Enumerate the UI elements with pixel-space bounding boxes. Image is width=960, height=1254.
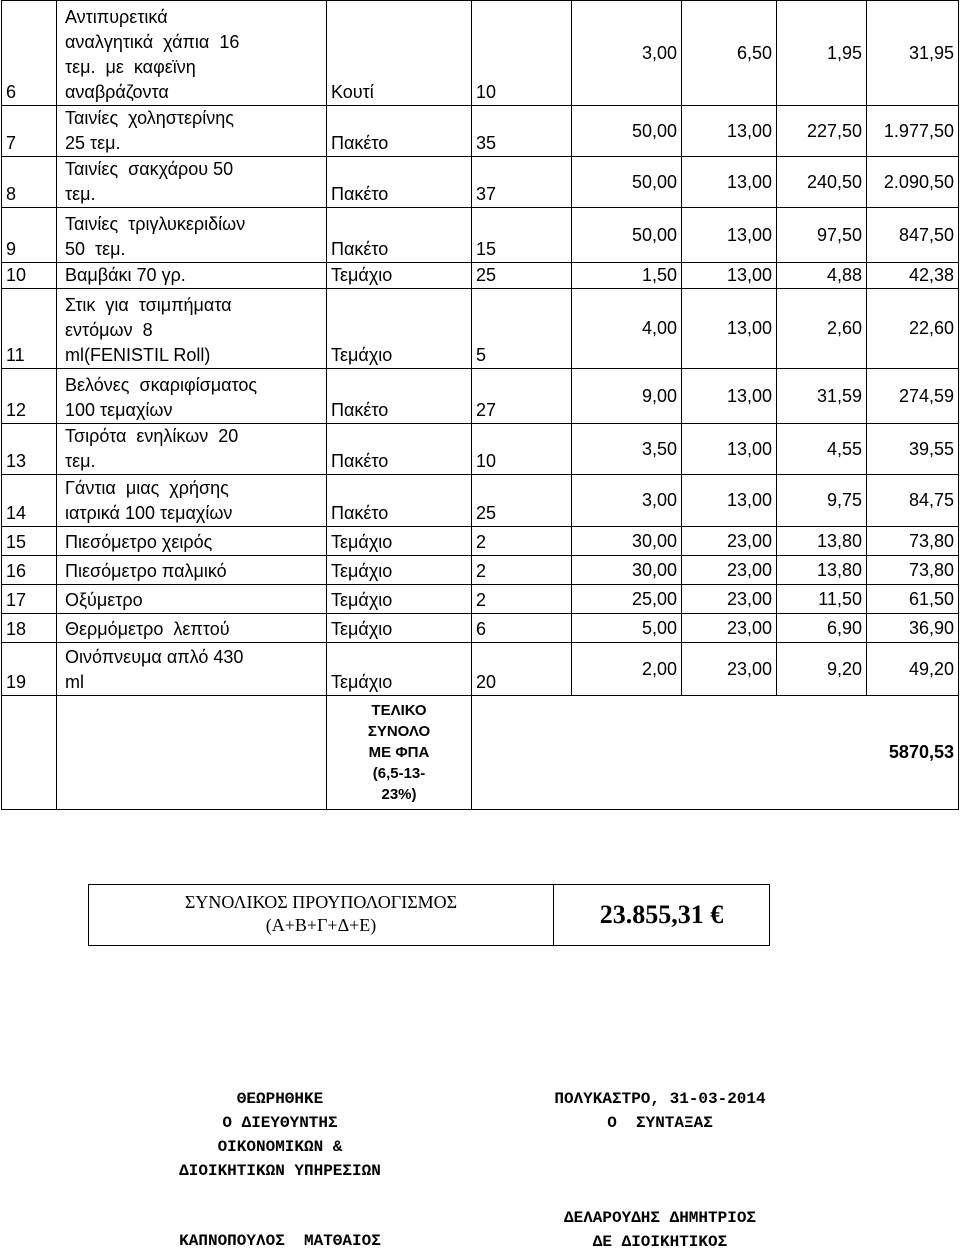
empty-cell bbox=[2, 696, 57, 810]
left-signature-line: ΔΙΟΙΚΗΤΙΚΩΝ ΥΠΗΡΕΣΙΩΝ bbox=[179, 1162, 381, 1180]
row-number: 18 bbox=[2, 614, 57, 643]
items-table bbox=[1, 0, 959, 810]
item-vat-amount: 2,60 bbox=[777, 289, 867, 369]
row-number: 19 bbox=[2, 643, 57, 696]
item-vat-rate: 13,00 bbox=[682, 475, 777, 527]
item-description bbox=[57, 208, 327, 263]
item-vat-amount: 240,50 bbox=[777, 157, 867, 208]
grand-total-row bbox=[2, 696, 959, 810]
item-description-line: Πιεσόμετρο παλμικό bbox=[65, 561, 227, 581]
left-signature-line: ΟΙΚΟΝΟΜΙΚΩΝ & bbox=[217, 1138, 343, 1156]
item-vat-rate: 23,00 bbox=[682, 556, 777, 585]
item-vat-amount: 11,50 bbox=[777, 585, 867, 614]
table-row bbox=[2, 289, 959, 369]
item-vat-rate: 13,00 bbox=[682, 289, 777, 369]
item-unit: Πακέτο bbox=[327, 106, 472, 157]
item-unit-price: 5,00 bbox=[572, 614, 682, 643]
item-unit: Τεμάχιο bbox=[327, 289, 472, 369]
item-quantity: 2 bbox=[472, 527, 572, 556]
item-vat-amount: 13,80 bbox=[777, 527, 867, 556]
item-unit: Πακέτο bbox=[327, 157, 472, 208]
item-description-line: Βαμβάκι 70 γρ. bbox=[65, 265, 186, 285]
budget-value: 23.855,31 € bbox=[599, 900, 724, 929]
item-vat-rate: 23,00 bbox=[682, 643, 777, 696]
item-unit: Πακέτο bbox=[327, 208, 472, 263]
row-number: 10 bbox=[2, 263, 57, 289]
row-number: 16 bbox=[2, 556, 57, 585]
item-vat-rate: 13,00 bbox=[682, 106, 777, 157]
item-unit-price: 50,00 bbox=[572, 208, 682, 263]
item-unit-price: 4,00 bbox=[572, 289, 682, 369]
item-description bbox=[57, 263, 327, 289]
item-quantity: 35 bbox=[472, 106, 572, 157]
item-vat-rate: 23,00 bbox=[682, 527, 777, 556]
right-signer-title: ΔΕ ΔΙΟΙΚΗΤΙΚΟΣ bbox=[592, 1233, 728, 1251]
item-description-line: Τσιρότα ενηλίκων 20 bbox=[65, 426, 239, 446]
item-description bbox=[57, 369, 327, 424]
item-unit-price: 2,00 bbox=[572, 643, 682, 696]
item-total: 2.090,50 bbox=[867, 157, 959, 208]
item-total: 31,95 bbox=[867, 1, 959, 106]
item-description-line: ml(FENISTIL Roll) bbox=[65, 345, 211, 365]
item-vat-amount: 9,20 bbox=[777, 643, 867, 696]
row-number: 14 bbox=[2, 475, 57, 527]
item-unit: Πακέτο bbox=[327, 369, 472, 424]
item-description-line: 100 τεμαχίων bbox=[65, 400, 173, 420]
items-table-body bbox=[2, 1, 959, 810]
item-total: 22,60 bbox=[867, 289, 959, 369]
item-unit-price: 3,00 bbox=[572, 475, 682, 527]
item-description-line: τεμ. bbox=[65, 184, 96, 204]
right-signature-line: Ο ΣΥΝΤΑΞΑΣ bbox=[607, 1114, 713, 1132]
item-description-line: εντόμων 8 bbox=[65, 320, 153, 340]
item-description bbox=[57, 157, 327, 208]
item-total: 49,20 bbox=[867, 643, 959, 696]
item-quantity: 25 bbox=[472, 475, 572, 527]
item-description bbox=[57, 106, 327, 157]
item-description-line: Θερμόμετρο λεπτού bbox=[65, 619, 230, 639]
item-total: 274,59 bbox=[867, 369, 959, 424]
budget-label-line: ΣΥΝΟΛΙΚΟΣ ΠΡΟΥΠΟΛΟΓΙΣΜΟΣ bbox=[184, 892, 458, 912]
item-description-line: Οξύμετρο bbox=[65, 590, 143, 610]
table-row bbox=[2, 424, 959, 475]
item-unit-price: 30,00 bbox=[572, 527, 682, 556]
row-number: 11 bbox=[2, 289, 57, 369]
item-quantity: 15 bbox=[472, 208, 572, 263]
item-quantity: 20 bbox=[472, 643, 572, 696]
item-unit-price: 3,00 bbox=[572, 1, 682, 106]
item-total: 73,80 bbox=[867, 556, 959, 585]
item-unit: Κουτί bbox=[327, 1, 472, 106]
left-signer-name: ΚΑΠΝΟΠΟΥΛΟΣ ΜΑΤΘΑΙΟΣ bbox=[179, 1232, 381, 1250]
grand-total-label-line: ΤΕΛΙΚΟ bbox=[371, 702, 427, 719]
item-description-line: Ταινίες σακχάρου 50 bbox=[65, 159, 234, 179]
item-vat-rate: 13,00 bbox=[682, 369, 777, 424]
item-vat-rate: 13,00 bbox=[682, 263, 777, 289]
row-number: 8 bbox=[2, 157, 57, 208]
item-vat-rate: 23,00 bbox=[682, 585, 777, 614]
item-quantity: 10 bbox=[472, 1, 572, 106]
item-description-line: Αντιπυρετικά bbox=[65, 7, 168, 27]
table-row bbox=[2, 1, 959, 106]
item-description-line: τεμ. bbox=[65, 451, 96, 471]
row-number: 15 bbox=[2, 527, 57, 556]
item-description bbox=[57, 585, 327, 614]
item-unit-price: 1,50 bbox=[572, 263, 682, 289]
item-quantity: 27 bbox=[472, 369, 572, 424]
row-number: 9 bbox=[2, 208, 57, 263]
grand-total-label-line: ΜΕ ΦΠΑ bbox=[368, 744, 430, 761]
item-unit: Τεμάχιο bbox=[327, 643, 472, 696]
right-signer-name: ΔΕΛΑΡΟΥΔΗΣ ΔΗΜΗΤΡΙΟΣ bbox=[563, 1209, 757, 1227]
item-vat-amount: 6,90 bbox=[777, 614, 867, 643]
item-total: 36,90 bbox=[867, 614, 959, 643]
table-row bbox=[2, 556, 959, 585]
grand-total-label-line: 23%) bbox=[381, 786, 417, 803]
item-total: 61,50 bbox=[867, 585, 959, 614]
item-quantity: 37 bbox=[472, 157, 572, 208]
row-number: 12 bbox=[2, 369, 57, 424]
budget-box bbox=[88, 884, 770, 946]
item-vat-amount: 4,88 bbox=[777, 263, 867, 289]
table-row bbox=[2, 106, 959, 157]
item-unit: Πακέτο bbox=[327, 424, 472, 475]
item-quantity: 6 bbox=[472, 614, 572, 643]
item-description-line: Βελόνες σκαριφίσματος bbox=[65, 375, 258, 395]
right-signature-block bbox=[480, 1087, 840, 1135]
item-total: 84,75 bbox=[867, 475, 959, 527]
item-description bbox=[57, 475, 327, 527]
item-unit: Τεμάχιο bbox=[327, 556, 472, 585]
item-quantity: 2 bbox=[472, 556, 572, 585]
item-vat-amount: 97,50 bbox=[777, 208, 867, 263]
item-vat-amount: 31,59 bbox=[777, 369, 867, 424]
table-row bbox=[2, 369, 959, 424]
item-unit-price: 50,00 bbox=[572, 106, 682, 157]
item-total: 42,38 bbox=[867, 263, 959, 289]
item-unit-price: 50,00 bbox=[572, 157, 682, 208]
item-description-line: ιατρικά 100 τεμαχίων bbox=[65, 503, 233, 523]
row-number: 7 bbox=[2, 106, 57, 157]
table-row bbox=[2, 263, 959, 289]
item-vat-amount: 227,50 bbox=[777, 106, 867, 157]
item-total: 847,50 bbox=[867, 208, 959, 263]
table-row bbox=[2, 157, 959, 208]
item-vat-rate: 13,00 bbox=[682, 424, 777, 475]
item-description-line: αναβράζοντα bbox=[65, 82, 169, 102]
item-total: 1.977,50 bbox=[867, 106, 959, 157]
item-description-line: 25 τεμ. bbox=[65, 133, 121, 153]
budget-label-line: (Α+Β+Γ+Δ+Ε) bbox=[265, 915, 377, 935]
item-vat-amount: 13,80 bbox=[777, 556, 867, 585]
row-number: 17 bbox=[2, 585, 57, 614]
item-description-line: Πιεσόμετρο χειρός bbox=[65, 532, 213, 552]
item-description-line: Στικ για τσιμπήματα bbox=[65, 295, 232, 315]
item-description-line: αναλγητικά χάπια 16 bbox=[65, 32, 240, 52]
table-row bbox=[2, 614, 959, 643]
item-description-line: Γάντια μιας χρήσης bbox=[65, 478, 229, 498]
item-description-line: Οινόπνευμα απλό 430 bbox=[65, 647, 244, 667]
row-number: 6 bbox=[2, 1, 57, 106]
item-description bbox=[57, 424, 327, 475]
grand-total-label-line: (6,5-13- bbox=[372, 765, 426, 782]
item-description-line: 50 τεμ. bbox=[65, 239, 126, 259]
grand-total-label-line: ΣΥΝΟΛΟ bbox=[367, 723, 431, 740]
item-description-line: τεμ. με καφεϊνη bbox=[65, 57, 196, 77]
item-description bbox=[57, 556, 327, 585]
item-vat-rate: 23,00 bbox=[682, 614, 777, 643]
item-quantity: 25 bbox=[472, 263, 572, 289]
item-quantity: 5 bbox=[472, 289, 572, 369]
left-signature-name bbox=[110, 1229, 450, 1253]
item-vat-amount: 4,55 bbox=[777, 424, 867, 475]
item-unit-price: 30,00 bbox=[572, 556, 682, 585]
table-row bbox=[2, 527, 959, 556]
item-unit: Τεμάχιο bbox=[327, 527, 472, 556]
item-description-line: Ταινίες τριγλυκεριδίων bbox=[65, 214, 246, 234]
item-description bbox=[57, 643, 327, 696]
table-row bbox=[2, 643, 959, 696]
item-quantity: 10 bbox=[472, 424, 572, 475]
item-unit: Τεμάχιο bbox=[327, 614, 472, 643]
item-description-line: ml bbox=[65, 672, 84, 692]
right-signature-name bbox=[480, 1206, 840, 1254]
table-row bbox=[2, 475, 959, 527]
item-vat-rate: 6,50 bbox=[682, 1, 777, 106]
item-vat-rate: 13,00 bbox=[682, 157, 777, 208]
item-unit: Τεμάχιο bbox=[327, 585, 472, 614]
item-description-line: Ταινίες χοληστερίνης bbox=[65, 108, 234, 128]
item-description bbox=[57, 614, 327, 643]
grand-total-label bbox=[327, 696, 472, 810]
left-signature-block bbox=[110, 1087, 450, 1183]
item-description bbox=[57, 289, 327, 369]
left-signature-line: ΘΕΩΡΗΘΗΚΕ bbox=[236, 1090, 324, 1108]
grand-total-value: 5870,53 bbox=[472, 696, 959, 810]
budget-label bbox=[89, 885, 554, 945]
item-total: 39,55 bbox=[867, 424, 959, 475]
item-vat-amount: 1,95 bbox=[777, 1, 867, 106]
table-row bbox=[2, 585, 959, 614]
item-total: 73,80 bbox=[867, 527, 959, 556]
item-unit: Τεμάχιο bbox=[327, 263, 472, 289]
item-vat-amount: 9,75 bbox=[777, 475, 867, 527]
item-description bbox=[57, 527, 327, 556]
place-date: ΠΟΛΥΚΑΣΤΡΟ, 31-03-2014 bbox=[554, 1090, 766, 1108]
item-unit-price: 3,50 bbox=[572, 424, 682, 475]
item-description bbox=[57, 1, 327, 106]
item-unit: Πακέτο bbox=[327, 475, 472, 527]
table-row bbox=[2, 208, 959, 263]
left-signature-line: Ο ΔΙΕΥΘΥΝΤΗΣ bbox=[222, 1114, 338, 1132]
item-unit-price: 9,00 bbox=[572, 369, 682, 424]
item-vat-rate: 13,00 bbox=[682, 208, 777, 263]
item-quantity: 2 bbox=[472, 585, 572, 614]
empty-cell bbox=[57, 696, 327, 810]
item-unit-price: 25,00 bbox=[572, 585, 682, 614]
row-number: 13 bbox=[2, 424, 57, 475]
